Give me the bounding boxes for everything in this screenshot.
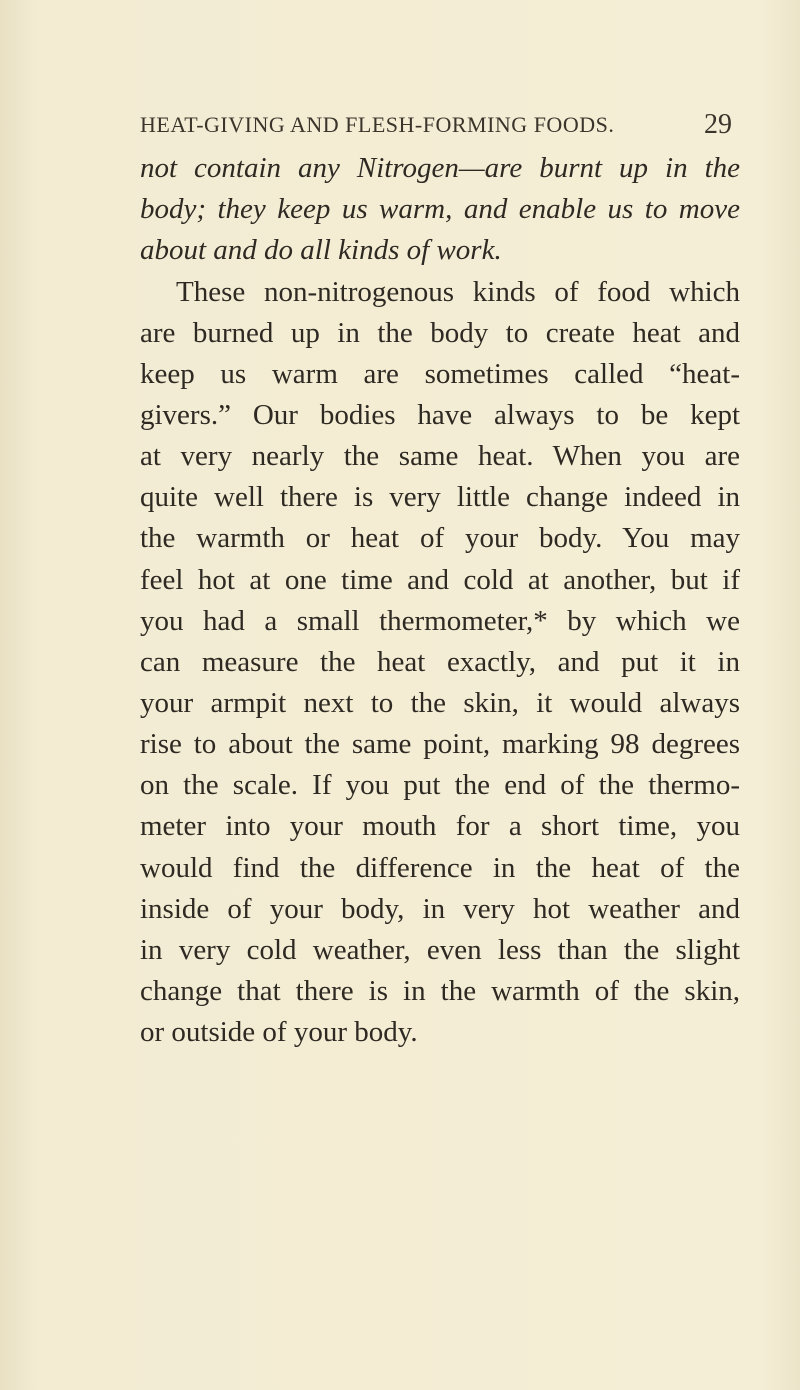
line-text: your armpit next to the skin, it would always bbox=[140, 687, 740, 719]
line-text: or outside of your body. bbox=[140, 1016, 418, 1048]
line-text: quite well there is very little change indeed in bbox=[140, 481, 740, 513]
text-line bbox=[140, 228, 740, 272]
line-text: rise to about the same point, marking 98 degrees bbox=[140, 728, 740, 760]
text-line bbox=[140, 928, 740, 972]
line-text: meter into your mouth for a short time, you bbox=[140, 810, 740, 842]
text-line bbox=[140, 516, 740, 560]
line-text: inside of your body, in very hot weather and bbox=[140, 893, 740, 925]
line-text: would find the difference in the heat of the bbox=[140, 852, 740, 884]
text-line bbox=[140, 558, 740, 602]
page-header bbox=[140, 110, 740, 150]
text-line bbox=[140, 599, 740, 643]
line-text: at very nearly the same heat. When you are bbox=[140, 440, 740, 472]
text-line bbox=[140, 393, 740, 437]
text-line bbox=[140, 681, 740, 725]
text-line bbox=[140, 722, 740, 766]
text-line bbox=[140, 763, 740, 807]
text-line bbox=[140, 804, 740, 848]
text-line bbox=[140, 846, 740, 890]
line-text: you had a small thermometer,* by which we bbox=[140, 605, 740, 637]
text-line bbox=[140, 187, 740, 231]
line-text: are burned up in the body to create heat and bbox=[140, 317, 740, 349]
running-head: HEAT-GIVING AND FLESH-FORMING FOODS. bbox=[140, 112, 615, 137]
text-line bbox=[140, 1010, 740, 1054]
text-line bbox=[140, 640, 740, 684]
text-line bbox=[140, 969, 740, 1013]
line-text: not contain any Nitrogen—are burnt up in the bbox=[140, 152, 740, 184]
text-line bbox=[140, 311, 740, 355]
line-text: on the scale. If you put the end of the thermo- bbox=[140, 769, 740, 801]
line-text: change that there is in the warmth of the skin, bbox=[140, 975, 740, 1007]
paragraph-first-line bbox=[140, 270, 740, 314]
text-line bbox=[140, 475, 740, 519]
line-text: in very cold weather, even less than the slight bbox=[140, 934, 740, 966]
text-line bbox=[140, 887, 740, 931]
line-text: keep us warm are sometimes called “heat- bbox=[140, 358, 740, 390]
line-text: can measure the heat exactly, and put it in bbox=[140, 646, 740, 678]
line-text: about and do all kinds of work. bbox=[140, 234, 502, 266]
line-text: givers.” Our bodies have always to be kept bbox=[140, 399, 740, 431]
text-line bbox=[140, 146, 740, 190]
line-text: the warmth or heat of your body. You may bbox=[140, 522, 740, 554]
page-number: 29 bbox=[704, 109, 732, 140]
line-text: feel hot at one time and cold at another, but if bbox=[140, 564, 740, 596]
text-line bbox=[140, 352, 740, 396]
line-text: body; they keep us warm, and enable us to move bbox=[140, 193, 740, 225]
text-line bbox=[140, 434, 740, 478]
line-text: These non-nitrogenous kinds of food which bbox=[176, 276, 740, 308]
